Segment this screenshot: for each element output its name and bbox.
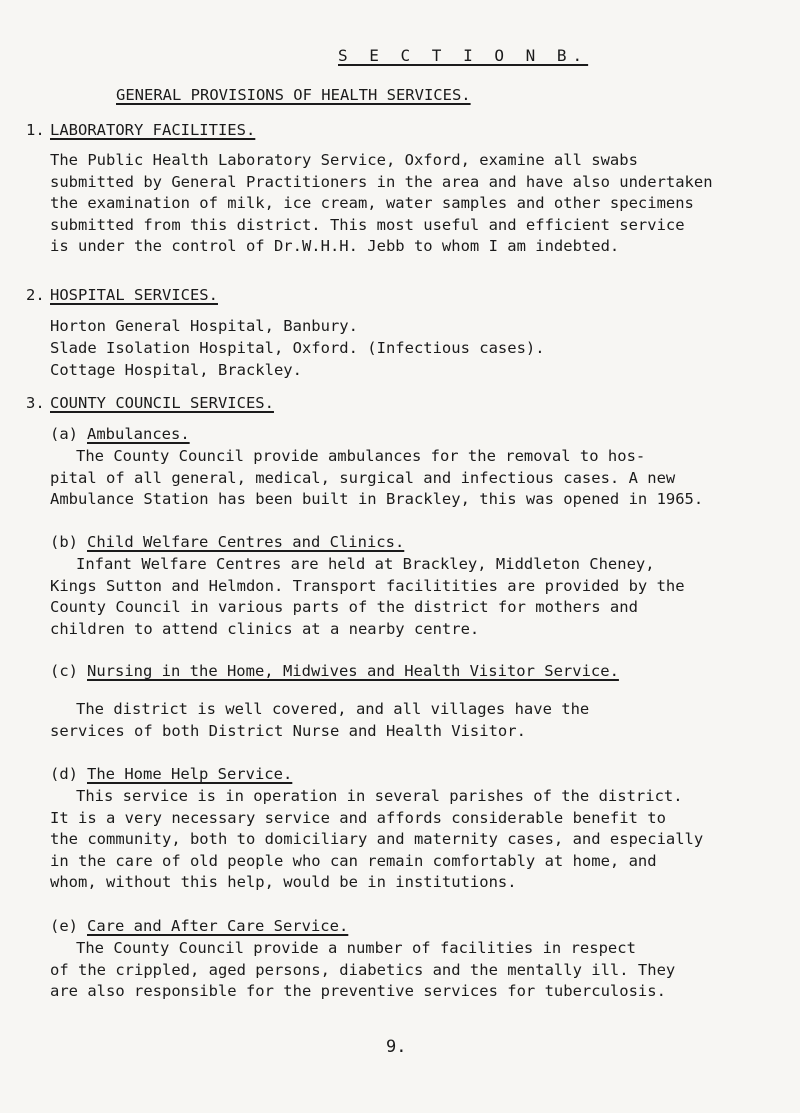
body-line: pital of all general, medical, surgical and infectious cases. A new [50, 468, 676, 487]
body-line: Ambulance Station has been built in Brackley, this was opened in 1965. [50, 490, 704, 508]
subsection-a-label: (a) [50, 425, 78, 443]
subsection-a-body [50, 446, 770, 511]
body-line: in the care of old people who can remain comfortably at home, and [50, 851, 657, 870]
body-line: the examination of milk, ice cream, water samples and other specimens [50, 194, 694, 212]
item-3-heading: COUNTY COUNCIL SERVICES. [50, 394, 274, 412]
hospital-line: Cottage Hospital, Brackley. [50, 361, 302, 379]
body-line: The district is well covered, and all villages have the [76, 700, 590, 718]
item-3-number: 3. [26, 394, 45, 412]
subsection-d-label: (d) [50, 765, 78, 783]
page-number: 9. [386, 1037, 407, 1057]
subsection-b-title: Child Welfare Centres and Clinics. [87, 533, 405, 551]
body-line: is under the control of Dr.W.H.H. Jebb to whom I am indebted. [50, 237, 620, 255]
section-title: S E C T I O N B. [338, 46, 589, 65]
body-line: The Public Health Laboratory Service, Oxford, examine all swabs [50, 151, 638, 169]
subsection-e-body [50, 938, 770, 1003]
subsection-b-label: (b) [50, 533, 78, 551]
subsection-e-label: (e) [50, 917, 78, 935]
item-2-body [50, 315, 770, 381]
body-line: of the crippled, aged persons, diabetics and the mentally ill. They [50, 960, 676, 979]
body-line: This service is in operation in several parishes of the district. [76, 787, 683, 805]
body-line: the community, both to domiciliary and maternity cases, and especially [50, 830, 704, 848]
item-1-number: 1. [26, 121, 45, 139]
body-line: County Council in various parts of the district for mothers and [50, 598, 638, 616]
body-line: It is a very necessary service and affords considerable benefit to [50, 808, 666, 827]
body-line: Kings Sutton and Helmdon. Transport facilitities are provided by the [50, 576, 685, 595]
body-line: The County Council provide a number of facilities in respect [76, 939, 636, 957]
hospital-line: Horton General Hospital, Banbury. [50, 317, 358, 335]
item-2-number: 2. [26, 286, 45, 304]
subsection-b-body [50, 554, 770, 640]
body-line: The County Council provide ambulances for the removal to hos- [76, 447, 646, 465]
hospital-line: Slade Isolation Hospital, Oxford. (Infectious cases). [50, 339, 545, 357]
body-line: submitted by General Practitioners in the area and have also undertaken [50, 172, 713, 191]
item-1-body [50, 150, 770, 258]
subsection-a-title: Ambulances. [87, 425, 190, 443]
subsection-d-title: The Home Help Service. [87, 765, 293, 783]
body-line: services of both District Nurse and Health Visitor. [50, 721, 526, 740]
body-line: submitted from this district. This most useful and efficient service [50, 215, 685, 234]
body-line: whom, without this help, would be in institutions. [50, 873, 517, 891]
subsection-e-title: Care and After Care Service. [87, 917, 349, 935]
body-line: are also responsible for the preventive services for tuberculosis. [50, 982, 666, 1000]
subsection-c-body [50, 699, 770, 742]
body-line: Infant Welfare Centres are held at Brackley, Middleton Cheney, [76, 555, 655, 573]
subsection-d-body [50, 786, 770, 894]
section-subtitle: GENERAL PROVISIONS OF HEALTH SERVICES. [116, 86, 471, 104]
item-2-heading: HOSPITAL SERVICES. [50, 286, 218, 304]
item-1-heading: LABORATORY FACILITIES. [50, 121, 256, 139]
subsection-c-title: Nursing in the Home, Midwives and Health Visitor Service. [87, 662, 619, 680]
body-line: children to attend clinics at a nearby centre. [50, 619, 480, 638]
subsection-c-label: (c) [50, 662, 78, 680]
